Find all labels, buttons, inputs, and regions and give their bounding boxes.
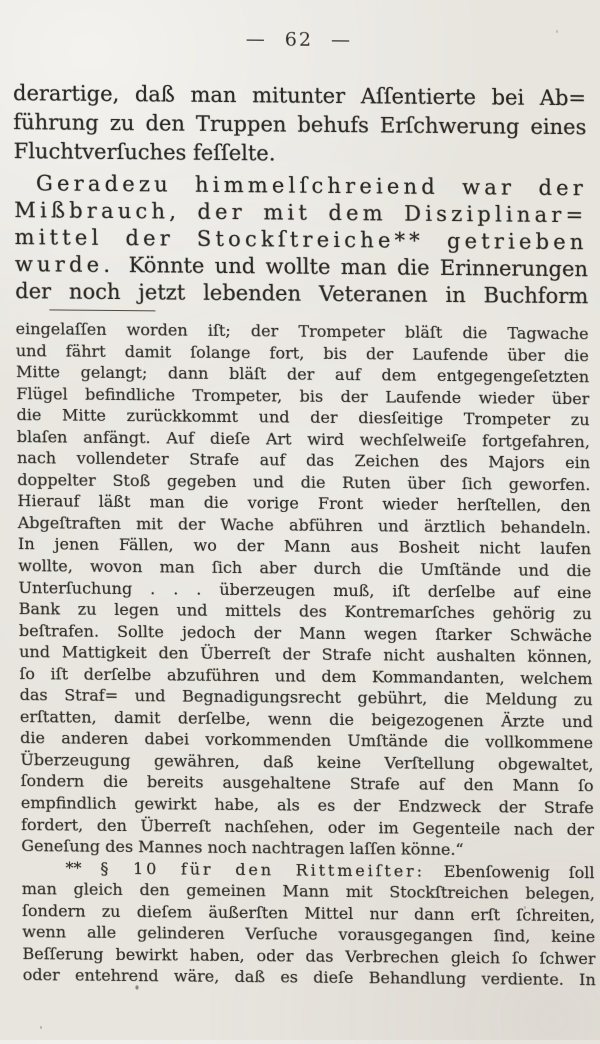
text-line (14, 137, 587, 171)
text-span: eingelaſſen worden iſt; der Trompeter bläſt die Tagwache (15, 319, 589, 344)
text-span: wenn alle gelinderen Verſuche vorausgegangen ſind, keine (22, 922, 596, 947)
text-span: doppelter Stoß gegeben und die Ruten über ſich geworfen. (17, 469, 591, 495)
text-span: wollte, wovon man ſich aber durch die Umſtände und die (18, 556, 592, 581)
text-span: Ebenſowenig ſoll (424, 861, 595, 882)
text-span: Bank zu legen und mittels des Kontremarſches gehörig zu (18, 599, 592, 624)
letterspaced-emphasis: Geradezu himmelſchreiend war der (35, 171, 588, 201)
text-span: ſondern zu dieſem äußerſten Mittel nur dann erſt ſchreiten, (21, 900, 596, 926)
text-span: das Straf= und Begnadigungsrecht gebührt, die Meldung zu (19, 685, 593, 710)
text-span: die anderen dabei vorkommenden Umſtände die vollkommene (20, 728, 594, 753)
letterspaced-emphasis: wurde. (14, 252, 129, 278)
text-span: blaſen anfängt. Auf dieſe Art wird wechſelweiſe fortgefahren, (16, 426, 590, 451)
text-span: Unterſuchung . . . überzeugen muß, iſt derſelbe auf eine (18, 577, 592, 602)
text-span: oder entehrend wäre, daß es dieſe Behandlung verdiente. In (22, 965, 596, 990)
main-paragraph-emphasis (14, 170, 588, 310)
letterspaced-emphasis: § 10 für den Rittmeiſter: (100, 858, 425, 881)
text-span: man gleich den gemeinen Mann mit Stockſtreichen belegen, (21, 879, 595, 904)
text-span: ** (65, 858, 101, 878)
text-span: der noch jetzt lebenden Veteranen in Buchform (15, 279, 589, 309)
text-span: ſo iſt derſelbe abzuführen und dem Kommandanten, welchem (19, 663, 593, 689)
text-span: Flügel befindliche Trompeter, bis der Laufende wieder über (16, 383, 590, 408)
text-span: nach vollendeter Strafe auf das Zeichen des Majors ein (16, 448, 591, 473)
text-span: Könnte und wollte man die Erinnerungen (128, 253, 589, 282)
text-span: beſtrafen. Sollte jedoch der Mann wegen ſtarker Schwäche (18, 620, 593, 645)
text-line (15, 278, 588, 310)
footnote-separator (49, 309, 155, 311)
text-span: fordert, den Überreſt nachſehen, oder im Gegenteile nach der (20, 814, 595, 839)
text-span: Mitte gelangt; dann bläſt der auf dem entgegengeſetzten (15, 362, 590, 387)
text-span: empfindlich gewirkt habe, als es der Endzweck der Strafe (20, 793, 594, 818)
text-span: Fluchtverſuches feſſelte. (13, 139, 276, 166)
text-span: und Mattigkeit den Überreſt der Strafe nicht aushalten können, (19, 642, 593, 667)
footnote-block (16, 318, 596, 991)
text-span: Überzeugung gewähren, daß keine Verſtellung obgewaltet, (20, 750, 594, 775)
main-paragraph-continuation (13, 79, 587, 171)
page-number: — 62 — (245, 28, 353, 52)
letterspaced-emphasis: mittel der Stockſtreiche** getrieben (14, 225, 588, 255)
scan-speck (0, 0, 2, 3)
text-line (23, 965, 596, 992)
text-span: Abgeſtraften mit der Wache abführen und ärztlich behandeln. (17, 513, 591, 538)
text-span: erſtatten, damit derſelbe, wenn die beigezogenen Ärzte und (19, 706, 593, 732)
text-span: Beſſerung bewirkt haben, oder das Verbrechen gleich ſo ſchwer (22, 943, 596, 969)
text-span: und fährt damit ſolange fort, bis der Laufende über die (15, 340, 589, 365)
text-span: In jenen Fällen, wo der Mann aus Bosheit nicht laufen (17, 534, 592, 559)
text-span: ſondern die bereits ausgehaltene Strafe auf den Mann ſo (20, 771, 594, 796)
text-span: die Mitte zurückkommt und der diesſeitige Trompeter zu (16, 405, 590, 430)
text-span: derartige, daß man mitunter Aſſentierte bei Ab= (12, 81, 587, 111)
text-span: führung zu den Truppen behufs Erſchwerung eines (13, 110, 587, 140)
letterspaced-emphasis: Mißbrauch, der mit dem Disziplinar= (14, 198, 588, 228)
text-span: Geneſung des Mannes noch nachtragen laſſen könne.“ (21, 836, 464, 860)
text-span: Hierauf läßt man die vorige Front wieder herſtellen, den (17, 491, 591, 516)
